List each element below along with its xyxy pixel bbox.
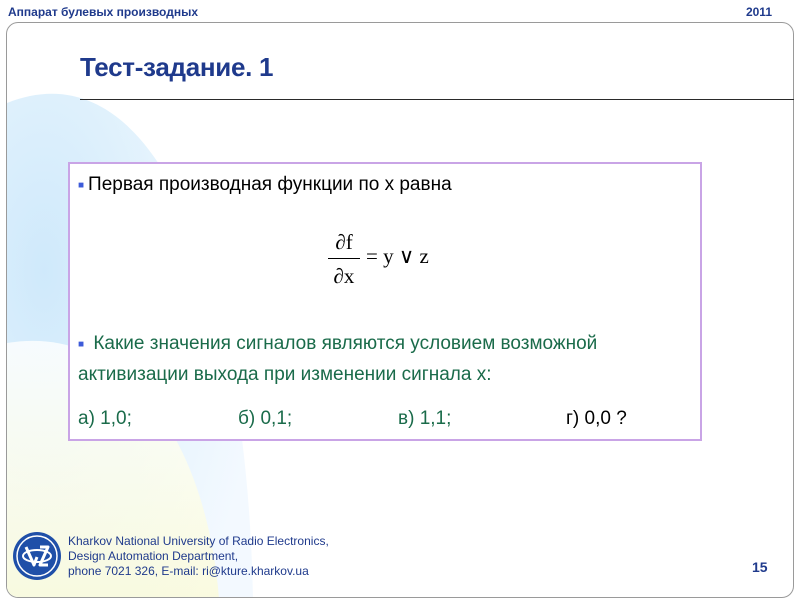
header-title: Аппарат булевых производных [8, 5, 199, 19]
footer-contact: phone 7021 326, E-mail: ri@kture.kharkov.ua [68, 564, 309, 578]
formula-denominator: ∂x [333, 264, 355, 288]
fraction-bar [328, 258, 360, 259]
answer-options [78, 408, 698, 436]
answer-a[interactable]: а) 1,0; [78, 408, 132, 429]
page-number: 15 [752, 559, 768, 575]
answer-c[interactable]: в) 1,1; [398, 408, 452, 429]
title-divider [80, 99, 794, 100]
derivative-formula [328, 228, 458, 288]
derivative-fraction [328, 228, 360, 290]
footer-department: Design Automation Department, [68, 549, 239, 563]
question-1-text: Первая производная функции по x равна [88, 174, 452, 195]
answer-d[interactable]: г) 0,0 ? [566, 408, 627, 429]
university-logo-icon [12, 531, 62, 581]
formula-numerator: ∂f [335, 230, 353, 254]
question-1 [78, 174, 452, 196]
question-2-text: Какие значения сигналов являются условием возможной активизации выхода при изменении сигнала x: [78, 333, 598, 385]
slide-title: Тест-задание. 1 [80, 52, 274, 82]
square-bullet-icon: ■ [78, 339, 85, 350]
content-box [68, 162, 702, 441]
header-year: 2011 [745, 5, 772, 19]
question-2 [78, 330, 698, 389]
footer-info [68, 534, 329, 579]
footer-university: Kharkov National University of Radio Electronics, [68, 534, 329, 548]
formula-rhs: = y ∨ z [366, 244, 429, 268]
answer-b[interactable]: б) 0,1; [238, 408, 293, 429]
square-bullet-icon: ■ [78, 180, 85, 191]
